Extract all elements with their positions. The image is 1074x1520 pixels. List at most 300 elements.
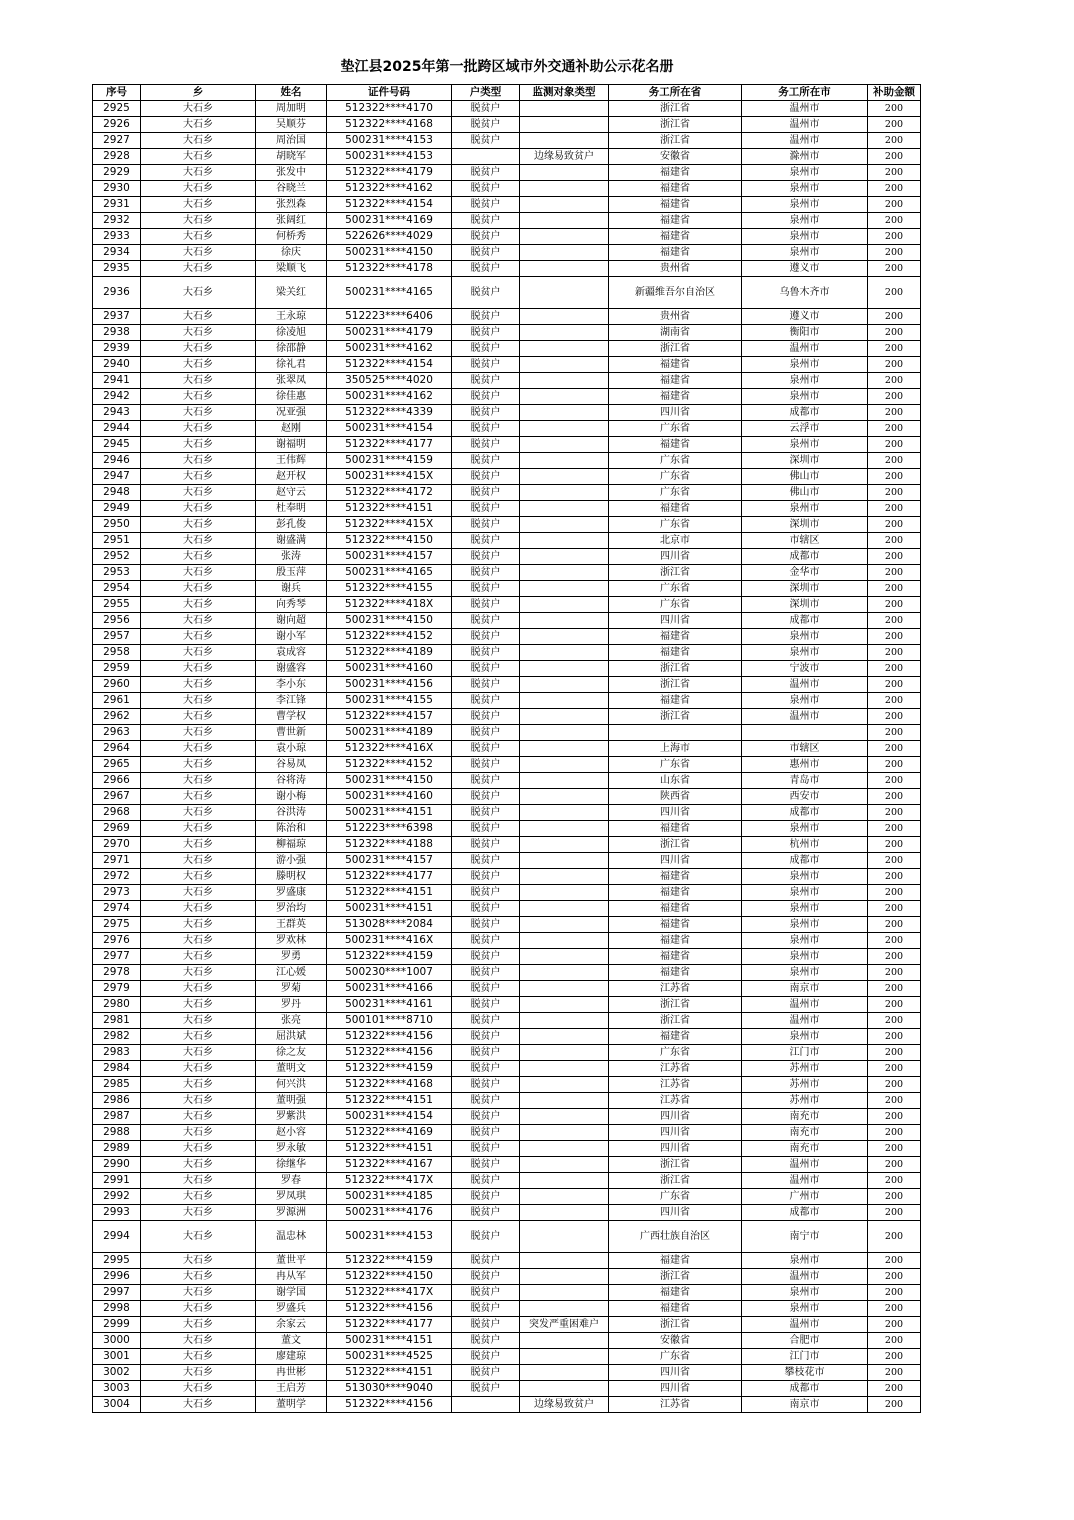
cell-subsidy-amount: 200 bbox=[868, 1125, 921, 1141]
cell-household-type: 脱贫户 bbox=[452, 645, 520, 661]
cell-name: 曹世新 bbox=[256, 725, 327, 741]
header-id-number: 证件号码 bbox=[327, 85, 452, 101]
cell-monitor-type bbox=[520, 661, 609, 677]
table-row bbox=[93, 837, 921, 853]
cell-work-city: 温州市 bbox=[742, 117, 868, 133]
cell-name: 谢兵 bbox=[256, 581, 327, 597]
cell-monitor-type bbox=[520, 1045, 609, 1061]
cell-subsidy-amount: 200 bbox=[868, 885, 921, 901]
cell-township: 大石乡 bbox=[141, 709, 256, 725]
cell-name: 徐庆 bbox=[256, 245, 327, 261]
cell-name: 殷玉萍 bbox=[256, 565, 327, 581]
cell-work-city: 成都市 bbox=[742, 549, 868, 565]
cell-id-number: 500231****4525 bbox=[327, 1349, 452, 1365]
cell-name: 董文 bbox=[256, 1333, 327, 1349]
cell-monitor-type bbox=[520, 789, 609, 805]
cell-work-city: 南京市 bbox=[742, 1397, 868, 1413]
cell-subsidy-amount: 200 bbox=[868, 1157, 921, 1173]
table-row bbox=[93, 917, 921, 933]
cell-seq: 2952 bbox=[93, 549, 141, 565]
cell-monitor-type bbox=[520, 453, 609, 469]
cell-seq: 2977 bbox=[93, 949, 141, 965]
cell-monitor-type bbox=[520, 853, 609, 869]
cell-subsidy-amount: 200 bbox=[868, 565, 921, 581]
cell-monitor-type bbox=[520, 1365, 609, 1381]
cell-name: 王伟辉 bbox=[256, 453, 327, 469]
cell-township: 大石乡 bbox=[141, 117, 256, 133]
cell-household-type: 脱贫户 bbox=[452, 693, 520, 709]
cell-seq: 2937 bbox=[93, 309, 141, 325]
cell-work-city: 泉州市 bbox=[742, 389, 868, 405]
cell-id-number: 512223****6406 bbox=[327, 309, 452, 325]
cell-name: 彭孔俊 bbox=[256, 517, 327, 533]
cell-id-number: 512322****417X bbox=[327, 1173, 452, 1189]
cell-name: 王群英 bbox=[256, 917, 327, 933]
cell-work-province: 福建省 bbox=[609, 629, 742, 645]
cell-work-province: 四川省 bbox=[609, 1365, 742, 1381]
cell-work-city: 温州市 bbox=[742, 997, 868, 1013]
cell-township: 大石乡 bbox=[141, 1333, 256, 1349]
cell-id-number: 512322****418X bbox=[327, 597, 452, 613]
cell-subsidy-amount: 200 bbox=[868, 981, 921, 997]
cell-name: 余家云 bbox=[256, 1317, 327, 1333]
cell-id-number: 500230****1007 bbox=[327, 965, 452, 981]
cell-work-city: 泉州市 bbox=[742, 1029, 868, 1045]
cell-id-number: 512322****4179 bbox=[327, 165, 452, 181]
cell-id-number: 500231****4162 bbox=[327, 389, 452, 405]
header-household-type: 户类型 bbox=[452, 85, 520, 101]
cell-seq: 2999 bbox=[93, 1317, 141, 1333]
cell-township: 大石乡 bbox=[141, 1381, 256, 1397]
cell-id-number: 500231****4162 bbox=[327, 341, 452, 357]
cell-id-number: 512322****4151 bbox=[327, 1365, 452, 1381]
cell-work-province: 福建省 bbox=[609, 917, 742, 933]
cell-seq: 2981 bbox=[93, 1013, 141, 1029]
cell-name: 张翠凤 bbox=[256, 373, 327, 389]
cell-monitor-type bbox=[520, 1077, 609, 1093]
table-row bbox=[93, 277, 921, 309]
cell-household-type: 脱贫户 bbox=[452, 501, 520, 517]
table-row bbox=[93, 581, 921, 597]
cell-monitor-type: 突发严重困难户 bbox=[520, 1317, 609, 1333]
cell-subsidy-amount: 200 bbox=[868, 1269, 921, 1285]
cell-work-province: 四川省 bbox=[609, 549, 742, 565]
cell-work-province: 四川省 bbox=[609, 1205, 742, 1221]
cell-household-type: 脱贫户 bbox=[452, 1253, 520, 1269]
cell-id-number: 522626****4029 bbox=[327, 229, 452, 245]
cell-seq: 2975 bbox=[93, 917, 141, 933]
table-row bbox=[93, 949, 921, 965]
cell-township: 大石乡 bbox=[141, 1269, 256, 1285]
cell-name: 赵刚 bbox=[256, 421, 327, 437]
cell-township: 大石乡 bbox=[141, 485, 256, 501]
cell-monitor-type bbox=[520, 309, 609, 325]
cell-subsidy-amount: 200 bbox=[868, 709, 921, 725]
table-row bbox=[93, 869, 921, 885]
cell-work-province: 江苏省 bbox=[609, 1077, 742, 1093]
cell-work-province: 福建省 bbox=[609, 885, 742, 901]
cell-township: 大石乡 bbox=[141, 101, 256, 117]
cell-work-city: 泉州市 bbox=[742, 357, 868, 373]
cell-work-city: 泉州市 bbox=[742, 965, 868, 981]
cell-seq: 2938 bbox=[93, 325, 141, 341]
cell-name: 陈治和 bbox=[256, 821, 327, 837]
cell-work-province: 福建省 bbox=[609, 1029, 742, 1045]
cell-id-number: 500231****4157 bbox=[327, 549, 452, 565]
cell-id-number: 500231****4179 bbox=[327, 325, 452, 341]
cell-seq: 2956 bbox=[93, 613, 141, 629]
table-row bbox=[93, 981, 921, 997]
cell-township: 大石乡 bbox=[141, 997, 256, 1013]
cell-monitor-type bbox=[520, 1093, 609, 1109]
cell-work-province: 广东省 bbox=[609, 1045, 742, 1061]
cell-id-number: 500231****4154 bbox=[327, 1109, 452, 1125]
cell-monitor-type bbox=[520, 213, 609, 229]
cell-name: 袁小琼 bbox=[256, 741, 327, 757]
cell-id-number: 512322****4151 bbox=[327, 1141, 452, 1157]
cell-monitor-type bbox=[520, 485, 609, 501]
cell-subsidy-amount: 200 bbox=[868, 1173, 921, 1189]
cell-name: 张发中 bbox=[256, 165, 327, 181]
cell-subsidy-amount: 200 bbox=[868, 165, 921, 181]
table-row bbox=[93, 373, 921, 389]
table-row bbox=[93, 1029, 921, 1045]
cell-work-city: 市辖区 bbox=[742, 533, 868, 549]
cell-id-number: 512322****4150 bbox=[327, 1269, 452, 1285]
cell-id-number: 500231****4151 bbox=[327, 805, 452, 821]
cell-household-type: 脱贫户 bbox=[452, 1381, 520, 1397]
cell-work-province: 福建省 bbox=[609, 1301, 742, 1317]
cell-monitor-type bbox=[520, 181, 609, 197]
cell-id-number: 500231****4151 bbox=[327, 1333, 452, 1349]
cell-name: 向秀琴 bbox=[256, 597, 327, 613]
cell-township: 大石乡 bbox=[141, 1173, 256, 1189]
cell-id-number: 512322****4189 bbox=[327, 645, 452, 661]
cell-monitor-type bbox=[520, 117, 609, 133]
table-row bbox=[93, 629, 921, 645]
cell-subsidy-amount: 200 bbox=[868, 213, 921, 229]
cell-subsidy-amount: 200 bbox=[868, 1029, 921, 1045]
cell-work-province: 福建省 bbox=[609, 821, 742, 837]
cell-name: 袁成容 bbox=[256, 645, 327, 661]
cell-seq: 2996 bbox=[93, 1269, 141, 1285]
cell-work-city: 广州市 bbox=[742, 1189, 868, 1205]
cell-subsidy-amount: 200 bbox=[868, 661, 921, 677]
header-name: 姓名 bbox=[256, 85, 327, 101]
cell-household-type: 脱贫户 bbox=[452, 229, 520, 245]
cell-township: 大石乡 bbox=[141, 821, 256, 837]
cell-household-type: 脱贫户 bbox=[452, 1109, 520, 1125]
table-row bbox=[93, 965, 921, 981]
cell-monitor-type bbox=[520, 645, 609, 661]
cell-name: 梁关红 bbox=[256, 277, 327, 309]
cell-work-province: 四川省 bbox=[609, 853, 742, 869]
cell-work-province: 浙江省 bbox=[609, 565, 742, 581]
cell-work-city: 温州市 bbox=[742, 1317, 868, 1333]
cell-household-type: 脱贫户 bbox=[452, 949, 520, 965]
cell-monitor-type bbox=[520, 1157, 609, 1173]
cell-work-city: 泉州市 bbox=[742, 869, 868, 885]
cell-township: 大石乡 bbox=[141, 597, 256, 613]
cell-id-number: 500231****4150 bbox=[327, 773, 452, 789]
cell-id-number: 512322****4177 bbox=[327, 1317, 452, 1333]
cell-id-number: 512322****4156 bbox=[327, 1397, 452, 1413]
cell-work-province: 浙江省 bbox=[609, 101, 742, 117]
cell-household-type: 脱贫户 bbox=[452, 1141, 520, 1157]
cell-seq: 2953 bbox=[93, 565, 141, 581]
cell-township: 大石乡 bbox=[141, 373, 256, 389]
cell-township: 大石乡 bbox=[141, 1157, 256, 1173]
cell-monitor-type bbox=[520, 101, 609, 117]
cell-work-city: 深圳市 bbox=[742, 597, 868, 613]
cell-subsidy-amount: 200 bbox=[868, 453, 921, 469]
cell-household-type: 脱贫户 bbox=[452, 405, 520, 421]
cell-name: 温忠林 bbox=[256, 1221, 327, 1253]
cell-township: 大石乡 bbox=[141, 965, 256, 981]
cell-monitor-type bbox=[520, 421, 609, 437]
cell-work-province: 浙江省 bbox=[609, 133, 742, 149]
cell-id-number: 512322****4339 bbox=[327, 405, 452, 421]
cell-id-number: 500231****4156 bbox=[327, 677, 452, 693]
cell-work-city: 苏州市 bbox=[742, 1093, 868, 1109]
cell-monitor-type bbox=[520, 341, 609, 357]
cell-township: 大石乡 bbox=[141, 581, 256, 597]
table-row bbox=[93, 757, 921, 773]
cell-work-province bbox=[609, 725, 742, 741]
cell-id-number: 500231****4154 bbox=[327, 421, 452, 437]
cell-work-city: 泉州市 bbox=[742, 901, 868, 917]
cell-id-number: 512322****4168 bbox=[327, 1077, 452, 1093]
cell-work-province: 四川省 bbox=[609, 613, 742, 629]
cell-township: 大石乡 bbox=[141, 677, 256, 693]
cell-subsidy-amount: 200 bbox=[868, 1381, 921, 1397]
cell-seq: 2939 bbox=[93, 341, 141, 357]
cell-work-city: 深圳市 bbox=[742, 581, 868, 597]
cell-seq: 2974 bbox=[93, 901, 141, 917]
roster-body bbox=[93, 101, 921, 1413]
cell-work-province: 上海市 bbox=[609, 741, 742, 757]
cell-id-number: 350525****4020 bbox=[327, 373, 452, 389]
cell-household-type: 脱贫户 bbox=[452, 677, 520, 693]
cell-household-type: 脱贫户 bbox=[452, 1157, 520, 1173]
cell-name: 李江锋 bbox=[256, 693, 327, 709]
header-subsidy-amount: 补助金额 bbox=[868, 85, 921, 101]
cell-subsidy-amount: 200 bbox=[868, 1109, 921, 1125]
cell-name: 周治国 bbox=[256, 133, 327, 149]
cell-name: 江心媛 bbox=[256, 965, 327, 981]
cell-township: 大石乡 bbox=[141, 725, 256, 741]
cell-household-type: 脱贫户 bbox=[452, 901, 520, 917]
cell-name: 赵小容 bbox=[256, 1125, 327, 1141]
cell-subsidy-amount: 200 bbox=[868, 229, 921, 245]
cell-id-number: 500231****4169 bbox=[327, 213, 452, 229]
cell-household-type: 脱贫户 bbox=[452, 309, 520, 325]
cell-work-city: 西安市 bbox=[742, 789, 868, 805]
cell-township: 大石乡 bbox=[141, 1317, 256, 1333]
cell-monitor-type bbox=[520, 1061, 609, 1077]
cell-household-type: 脱贫户 bbox=[452, 1285, 520, 1301]
table-row bbox=[93, 1221, 921, 1253]
cell-work-city: 成都市 bbox=[742, 853, 868, 869]
cell-monitor-type bbox=[520, 405, 609, 421]
table-row bbox=[93, 885, 921, 901]
cell-id-number: 512322****4154 bbox=[327, 357, 452, 373]
cell-name: 董世平 bbox=[256, 1253, 327, 1269]
cell-subsidy-amount: 200 bbox=[868, 1365, 921, 1381]
cell-household-type: 脱贫户 bbox=[452, 709, 520, 725]
cell-work-city: 泉州市 bbox=[742, 437, 868, 453]
cell-name: 游小强 bbox=[256, 853, 327, 869]
cell-monitor-type bbox=[520, 677, 609, 693]
cell-work-city: 温州市 bbox=[742, 677, 868, 693]
cell-work-province: 浙江省 bbox=[609, 1173, 742, 1189]
cell-monitor-type bbox=[520, 133, 609, 149]
cell-name: 董明强 bbox=[256, 1093, 327, 1109]
cell-work-province: 广西壮族自治区 bbox=[609, 1221, 742, 1253]
cell-work-city: 泉州市 bbox=[742, 949, 868, 965]
table-row bbox=[93, 453, 921, 469]
cell-work-city: 成都市 bbox=[742, 805, 868, 821]
cell-monitor-type bbox=[520, 837, 609, 853]
cell-township: 大石乡 bbox=[141, 213, 256, 229]
cell-township: 大石乡 bbox=[141, 1029, 256, 1045]
cell-township: 大石乡 bbox=[141, 1189, 256, 1205]
cell-name: 何桥秀 bbox=[256, 229, 327, 245]
cell-subsidy-amount: 200 bbox=[868, 1333, 921, 1349]
table-row bbox=[93, 1285, 921, 1301]
cell-household-type: 脱贫户 bbox=[452, 597, 520, 613]
cell-work-city: 泉州市 bbox=[742, 245, 868, 261]
header-seq: 序号 bbox=[93, 85, 141, 101]
cell-subsidy-amount: 200 bbox=[868, 389, 921, 405]
cell-township: 大石乡 bbox=[141, 1365, 256, 1381]
cell-household-type: 脱贫户 bbox=[452, 517, 520, 533]
cell-id-number: 500231****4153 bbox=[327, 149, 452, 165]
cell-monitor-type bbox=[520, 1221, 609, 1253]
cell-work-city: 温州市 bbox=[742, 341, 868, 357]
cell-name: 罗盛康 bbox=[256, 885, 327, 901]
cell-id-number: 512322****4151 bbox=[327, 1093, 452, 1109]
cell-township: 大石乡 bbox=[141, 405, 256, 421]
cell-work-city: 江门市 bbox=[742, 1349, 868, 1365]
cell-work-city: 杭州市 bbox=[742, 837, 868, 853]
cell-monitor-type bbox=[520, 1333, 609, 1349]
cell-work-province: 浙江省 bbox=[609, 677, 742, 693]
table-row bbox=[93, 1109, 921, 1125]
cell-household-type: 脱贫户 bbox=[452, 1029, 520, 1045]
cell-name: 罗源洲 bbox=[256, 1205, 327, 1221]
cell-township: 大石乡 bbox=[141, 469, 256, 485]
cell-seq: 2954 bbox=[93, 581, 141, 597]
cell-work-city: 温州市 bbox=[742, 1013, 868, 1029]
cell-work-city: 成都市 bbox=[742, 613, 868, 629]
cell-subsidy-amount: 200 bbox=[868, 949, 921, 965]
cell-seq: 2940 bbox=[93, 357, 141, 373]
cell-id-number: 512322****4159 bbox=[327, 1253, 452, 1269]
cell-subsidy-amount: 200 bbox=[868, 901, 921, 917]
cell-work-province: 北京市 bbox=[609, 533, 742, 549]
cell-township: 大石乡 bbox=[141, 1125, 256, 1141]
cell-work-city: 南京市 bbox=[742, 981, 868, 997]
cell-id-number: 500231****4159 bbox=[327, 453, 452, 469]
cell-work-province: 广东省 bbox=[609, 517, 742, 533]
cell-household-type: 脱贫户 bbox=[452, 101, 520, 117]
cell-household-type: 脱贫户 bbox=[452, 869, 520, 885]
cell-monitor-type bbox=[520, 1205, 609, 1221]
cell-name: 罗春 bbox=[256, 1173, 327, 1189]
cell-seq: 2985 bbox=[93, 1077, 141, 1093]
cell-monitor-type bbox=[520, 469, 609, 485]
cell-township: 大石乡 bbox=[141, 741, 256, 757]
cell-monitor-type bbox=[520, 245, 609, 261]
cell-seq: 2968 bbox=[93, 805, 141, 821]
cell-monitor-type bbox=[520, 197, 609, 213]
cell-seq: 2978 bbox=[93, 965, 141, 981]
cell-work-province: 浙江省 bbox=[609, 117, 742, 133]
cell-work-province: 福建省 bbox=[609, 1285, 742, 1301]
cell-work-city: 深圳市 bbox=[742, 453, 868, 469]
cell-work-city: 泉州市 bbox=[742, 1285, 868, 1301]
cell-seq: 2979 bbox=[93, 981, 141, 997]
cell-household-type: 脱贫户 bbox=[452, 837, 520, 853]
cell-household-type: 脱贫户 bbox=[452, 453, 520, 469]
cell-work-city: 泉州市 bbox=[742, 645, 868, 661]
cell-household-type: 脱贫户 bbox=[452, 757, 520, 773]
cell-work-province: 四川省 bbox=[609, 1125, 742, 1141]
cell-id-number: 512322****4159 bbox=[327, 949, 452, 965]
cell-township: 大石乡 bbox=[141, 773, 256, 789]
cell-subsidy-amount: 200 bbox=[868, 837, 921, 853]
table-row bbox=[93, 997, 921, 1013]
cell-seq: 2964 bbox=[93, 741, 141, 757]
cell-monitor-type bbox=[520, 1013, 609, 1029]
cell-subsidy-amount: 200 bbox=[868, 533, 921, 549]
cell-township: 大石乡 bbox=[141, 1093, 256, 1109]
cell-id-number: 512322****4156 bbox=[327, 1029, 452, 1045]
table-row bbox=[93, 1093, 921, 1109]
table-row bbox=[93, 517, 921, 533]
cell-township: 大石乡 bbox=[141, 645, 256, 661]
cell-work-province: 浙江省 bbox=[609, 341, 742, 357]
cell-work-province: 福建省 bbox=[609, 213, 742, 229]
cell-subsidy-amount: 200 bbox=[868, 1189, 921, 1205]
table-row bbox=[93, 309, 921, 325]
cell-household-type: 脱贫户 bbox=[452, 1301, 520, 1317]
cell-township: 大石乡 bbox=[141, 901, 256, 917]
table-row bbox=[93, 1317, 921, 1333]
cell-name: 冉世彬 bbox=[256, 1365, 327, 1381]
cell-township: 大石乡 bbox=[141, 917, 256, 933]
cell-work-city: 青岛市 bbox=[742, 773, 868, 789]
cell-work-city: 泉州市 bbox=[742, 1253, 868, 1269]
cell-household-type: 脱贫户 bbox=[452, 805, 520, 821]
cell-id-number: 500231****416X bbox=[327, 933, 452, 949]
table-row bbox=[93, 165, 921, 181]
cell-subsidy-amount: 200 bbox=[868, 1317, 921, 1333]
table-row bbox=[93, 1333, 921, 1349]
cell-seq: 3002 bbox=[93, 1365, 141, 1381]
cell-seq: 2998 bbox=[93, 1301, 141, 1317]
table-row bbox=[93, 693, 921, 709]
cell-household-type: 脱贫户 bbox=[452, 821, 520, 837]
cell-id-number: 512322****4172 bbox=[327, 485, 452, 501]
cell-name: 李小东 bbox=[256, 677, 327, 693]
cell-work-province: 四川省 bbox=[609, 1381, 742, 1397]
cell-work-city: 泉州市 bbox=[742, 181, 868, 197]
table-row bbox=[93, 741, 921, 757]
cell-work-province: 福建省 bbox=[609, 1253, 742, 1269]
header-work-city: 务工所在市 bbox=[742, 85, 868, 101]
